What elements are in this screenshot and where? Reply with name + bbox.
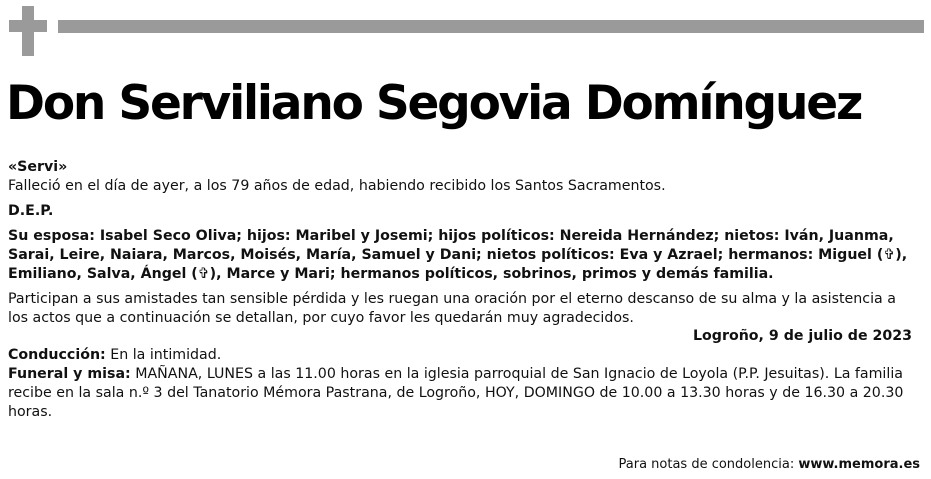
condolence-note	[619, 457, 921, 472]
place-date: Logroño, 9 de julio de 2023	[693, 328, 912, 344]
family-part3: ), Marce y Mari; hermanos políticos, sobrinos, primos y demás familia.	[209, 266, 774, 282]
condolence-link[interactable]: www.memora.es	[798, 457, 920, 472]
dep-label: D.E.P.	[8, 203, 54, 219]
funeral	[8, 365, 920, 422]
conduccion-label: Conducción:	[8, 347, 106, 363]
family-part2: ), Emiliano, Salva, Ángel (	[8, 247, 908, 282]
cross-icon	[9, 6, 47, 56]
funeral-label: Funeral y misa:	[8, 366, 131, 382]
deceased-name: Don Serviliano Segovia Domínguez	[6, 76, 862, 131]
conduccion	[8, 346, 920, 365]
deceased-cross-icon: ✞	[883, 247, 896, 263]
family-list	[8, 227, 920, 284]
thanks-text: Participan a sus amistades tan sensible pérdida y les ruegan una oración por el eterno descanso de su alma y la asistencia a los actos que a continuación se detallan, por cuyo favor les quedarán muy agradecidos.	[8, 291, 896, 326]
death-text: Falleció en el día de ayer, a los 79 años de edad, habiendo recibido los Santos Sacramentos.	[8, 178, 666, 194]
nickname: «Servi»	[8, 159, 68, 175]
family-part1: Su esposa: Isabel Seco Oliva; hijos: Maribel y Josemi; hijos políticos: Nereida Hernández; nietos: Iván, Juanma, Sarai, Leire, Naiara, Marcos, Moisés, María, Samuel y Dani; nietos políticos: Eva y Azrael; hermanos: Miguel (	[8, 228, 894, 263]
condolence-label: Para notas de condolencia:	[618, 457, 799, 472]
deceased-cross-icon: ✞	[197, 266, 210, 282]
header-rule	[58, 20, 924, 33]
notice-body	[8, 158, 920, 422]
funeral-text: MAÑANA, LUNES a las 11.00 horas en la iglesia parroquial de San Ignacio de Loyola (P.P. Jesuitas). La familia recibe en la sala n.º 3 del Tanatorio Mémora Pastrana, de Logroño, HOY, DOMINGO de 10.00 a 13.30 horas y de 16.30 a 20.30 horas.	[8, 366, 904, 420]
conduccion-text: En la intimidad.	[105, 347, 222, 363]
